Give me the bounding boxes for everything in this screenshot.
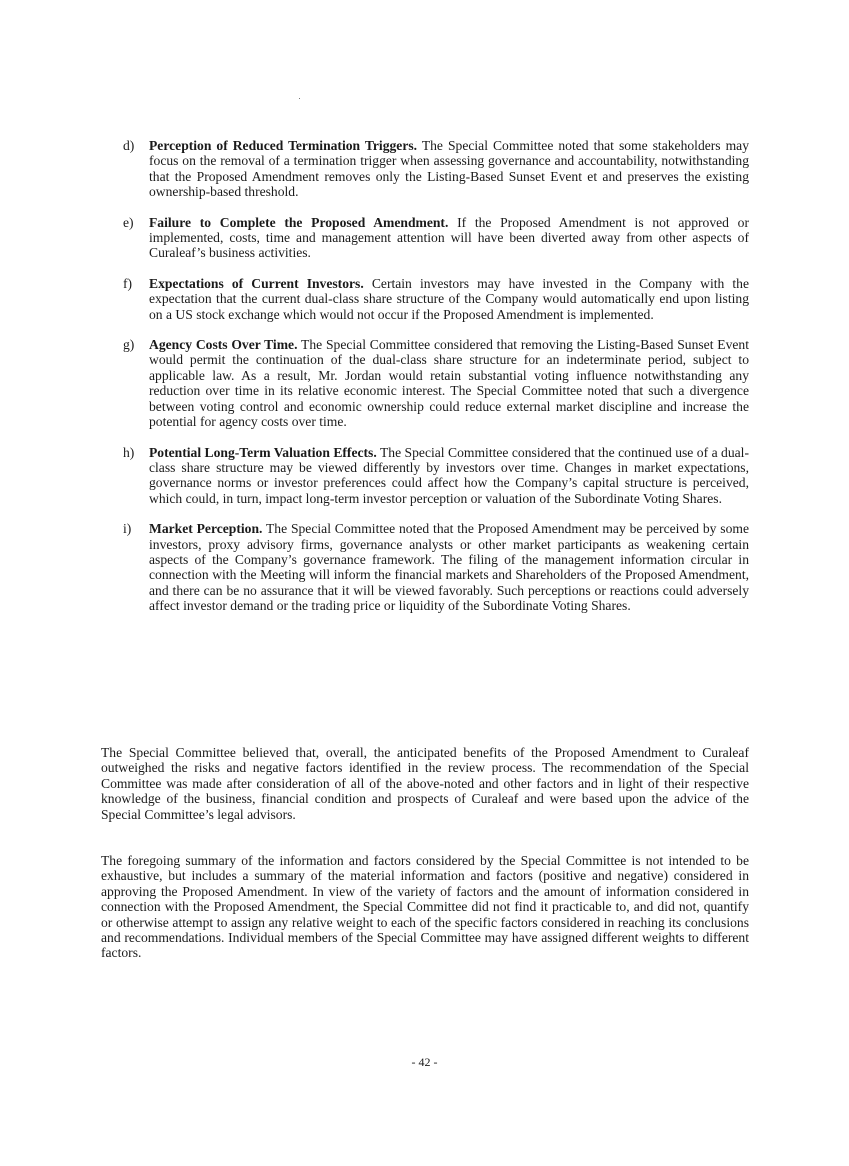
summary-paragraph: The Special Committee believed that, overall, the anticipated benefits of the Proposed Amendment to Curaleaf outweighed the risks and negative factors identified in the review process. The recommendation of the Special Committee was made after consideration of all of the above-noted and other factors and in light of their respective knowledge of the business, financial condition and prospects of Curaleaf and were based upon the advice of the Special Committee’s legal advisors. — [101, 745, 749, 822]
list-item — [123, 276, 749, 322]
item-marker: e) — [123, 214, 134, 230]
item-heading: Failure to Complete the Proposed Amendment. — [149, 214, 449, 230]
item-text: Certain investors may have invested in the Company with the expectation that the current dual-class share structure of the Company would automatically end upon listing on a US stock exchange which would not occur if the Proposed Amendment is implemented. — [149, 275, 750, 322]
list-item — [123, 445, 749, 507]
stray-mark — [299, 98, 300, 99]
item-heading: Market Perception. — [149, 521, 263, 537]
list-item — [123, 138, 749, 200]
item-heading: Potential Long-Term Valuation Effects. — [149, 444, 377, 460]
item-text: The Special Committee noted that the Proposed Amendment may be perceived by some investors, proxy advisory firms, governance analysts or other market participants as weakening certain aspects of the Company’s governance framework. The filing of the management information circular in connection with the Meeting will inform the financial markets and Shareholders of the Proposed Amendment, and there can be no assurance that it will be viewed favorably. Such perceptions or reactions could adversely affect investor demand or the trading price or liquidity of the Subordinate Voting Shares. — [149, 521, 749, 614]
item-marker: h) — [123, 444, 135, 460]
list-item — [123, 215, 749, 261]
item-text: The Special Committee considered that the continued use of a dual-class share structure may be viewed differently by investors over time. Changes in market expectations, governance norms or investor preferences could affect how the Company’s capital structure is perceived, which could, in turn, impact long-term investor perception or valuation of the Subordinate Voting Shares. — [149, 444, 749, 506]
item-marker: d) — [123, 138, 135, 153]
item-heading: Expectations of Current Investors. — [149, 275, 364, 291]
item-text: If the Proposed Amendment is not approved or implemented, costs, time and management attention will have been diverted away from other aspects of Curaleaf’s business activities. — [149, 214, 749, 261]
item-marker: i) — [123, 521, 132, 537]
item-heading: Agency Costs Over Time. — [149, 337, 298, 353]
page-number: - 42 - — [411, 1055, 438, 1069]
item-text: The Special Committee noted that some stakeholders may focus on the removal of a termination trigger when assessing governance and accountability, notwithstanding that the Proposed Amendment removes only the Listing-Based Sunset Event et and preserves the existing ownership-based threshold. — [149, 138, 749, 200]
list-item — [123, 337, 749, 429]
item-marker: g) — [123, 337, 135, 353]
factor-list — [123, 138, 749, 629]
item-heading: Perception of Reduced Termination Triggers. — [149, 138, 418, 153]
item-marker: f) — [123, 275, 133, 291]
list-item — [123, 521, 749, 613]
disclaimer-paragraph: The foregoing summary of the information and factors considered by the Special Committee is not intended to be exhaustive, but includes a summary of the material information and factors (positive and negative) considered in approving the Proposed Amendment. In view of the variety of factors and the amount of information considered in connection with the Proposed Amendment, the Special Committee did not find it practicable to, and did not, quantify or otherwise attempt to assign any relative weight to each of the specific factors considered in reaching its conclusions and recommendations. Individual members of the Special Committee may have assigned different weights to different factors. — [101, 853, 749, 961]
item-text: The Special Committee considered that removing the Listing-Based Sunset Event would permit the continuation of the dual-class share structure for an indeterminate period, subject to applicable law. As a result, Mr. Jordan would retain substantial voting influence notwithstanding any reduction over time in its relative economic interest. The Special Committee noted that such a divergence between voting control and economic ownership could reduce external market discipline and increase the potential for agency costs over time. — [149, 337, 749, 430]
